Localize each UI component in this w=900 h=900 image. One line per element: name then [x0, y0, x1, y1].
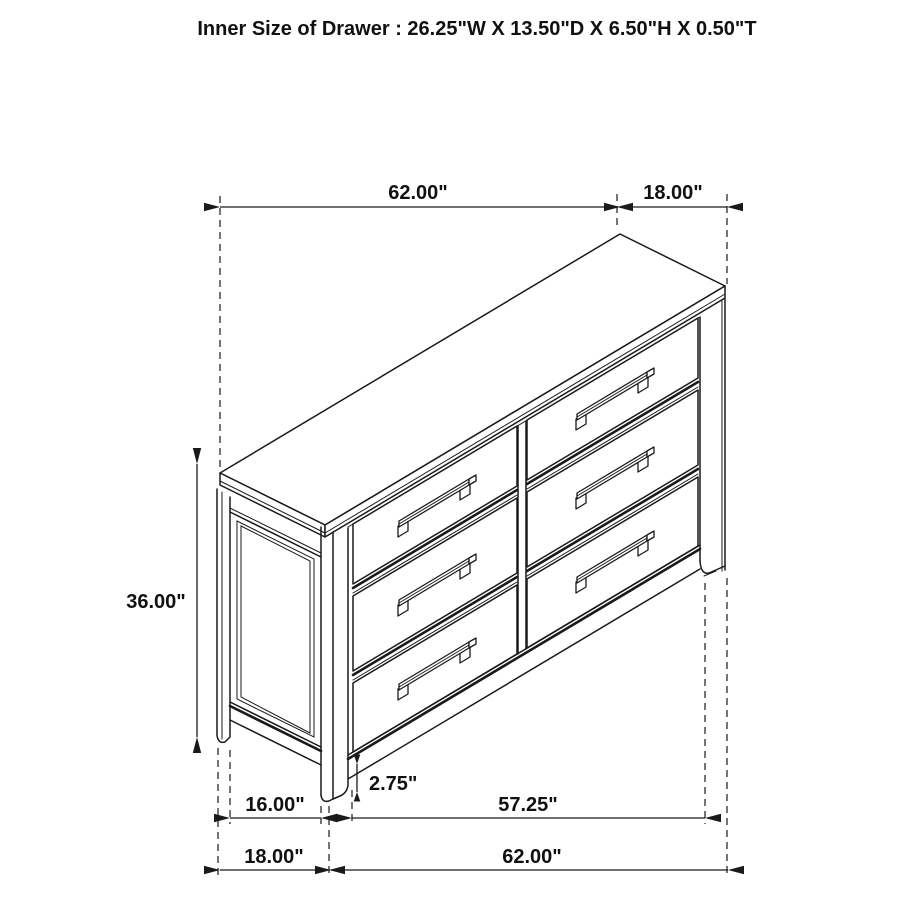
- left-side-panel: [217, 489, 321, 765]
- floor-depth-inner-label: 16.00": [245, 794, 305, 816]
- dimension-floor-body-width: [352, 794, 705, 818]
- floor-width-label: 62.00": [502, 846, 562, 868]
- top-width-label: 62.00": [388, 182, 448, 204]
- dimension-top-width: [220, 182, 617, 207]
- dimension-floor-width: [331, 846, 728, 870]
- top-depth-label: 18.00": [643, 182, 703, 204]
- floor-depth-label: 18.00": [244, 846, 304, 868]
- diagram-title: Inner Size of Drawer : 26.25"W X 13.50"D X 6.50"H X 0.50"T: [197, 18, 757, 40]
- back-left-leg: [217, 489, 230, 742]
- center-divider: [518, 421, 526, 654]
- dimension-floor-depth-inner: [230, 794, 321, 818]
- dresser-drawing: [217, 234, 725, 801]
- floor-body-width-label: 57.25": [498, 794, 558, 816]
- height-label: 36.00": [126, 591, 186, 613]
- base-clearance-label: 2.75": [369, 773, 418, 795]
- dimension-top-depth: [620, 182, 727, 207]
- dimension-height: [126, 464, 197, 737]
- front-right-leg: [700, 299, 725, 576]
- dimension-floor-depth: [220, 846, 329, 870]
- front-left-leg: [321, 527, 348, 801]
